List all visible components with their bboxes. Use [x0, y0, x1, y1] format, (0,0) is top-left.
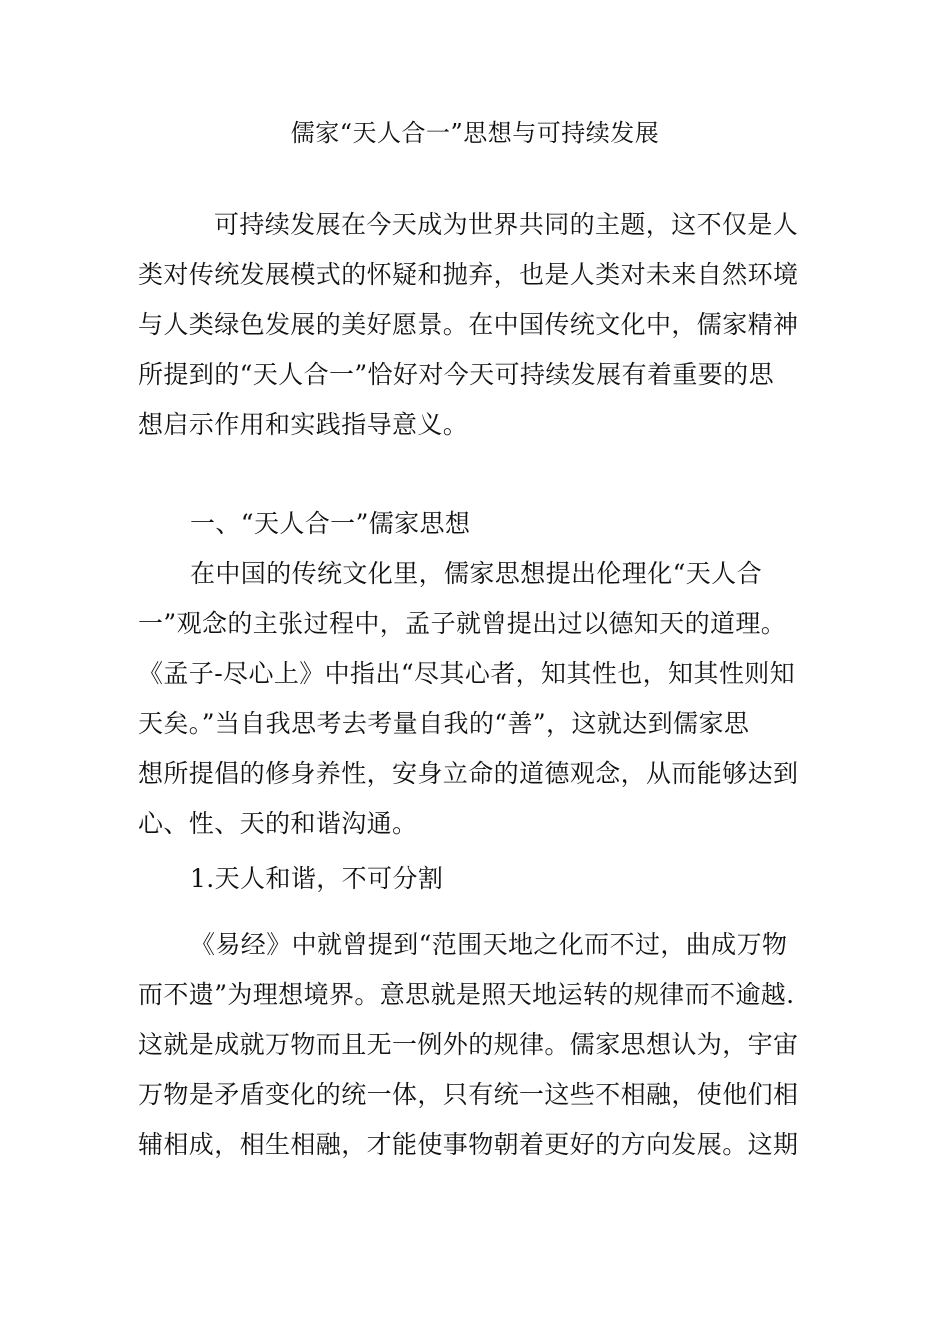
paragraph-line: 天矣。”当自我思考去考量自我的“善”，这就达到儒家思	[138, 709, 750, 738]
paragraph-line: 《易经》中就曾提到“范围天地之化而不过，曲成万物	[190, 930, 788, 959]
paragraph-line: 而不遗”为理想境界。意思就是照天地运转的规律而不逾越.	[138, 980, 795, 1009]
paragraph-line: 与人类绿色发展的美好愿景。在中国传统文化中，儒家精神	[138, 310, 799, 339]
paragraph-line: 在中国的传统文化里，儒家思想提出伦理化“天人合	[190, 559, 762, 588]
section-heading: 一、“天人合一”儒家思想	[190, 509, 471, 538]
paragraph-line: 这就是成就万物而且无一例外的规律。儒家思想认为，宇宙	[138, 1030, 799, 1059]
paragraph-line: 可持续发展在今天成为世界共同的主题，这不仅是人	[214, 210, 799, 239]
paragraph-line: 一”观念的主张过程中，孟子就曾提出过以德知天的道理。	[138, 609, 787, 638]
paragraph-line: 想启示作用和实践指导意义。	[138, 410, 469, 439]
paragraph-line: 《孟子-尽心上》中指出“尽其心者，知其性也，知其性则知	[138, 659, 796, 688]
paragraph-line: 所提到的“天人合一”恰好对今天可持续发展有着重要的思	[138, 360, 774, 389]
paragraph-line: 类对传统发展模式的怀疑和抛弃，也是人类对未来自然环境	[138, 260, 799, 289]
paragraph-line: 心、性、天的和谐沟通。	[138, 809, 418, 838]
document-title: 儒家“天人合一”思想与可持续发展	[290, 119, 660, 147]
subsection-heading: 1.天人和谐，不可分割	[190, 864, 444, 893]
paragraph-line: 想所提倡的修身养性，安身立命的道德观念，从而能够达到	[138, 759, 799, 788]
paragraph-line: 辅相成，相生相融，才能使事物朝着更好的方向发展。这期	[138, 1130, 799, 1159]
paragraph-line: 万物是矛盾变化的统一体，只有统一这些不相融，使他们相	[138, 1080, 799, 1109]
